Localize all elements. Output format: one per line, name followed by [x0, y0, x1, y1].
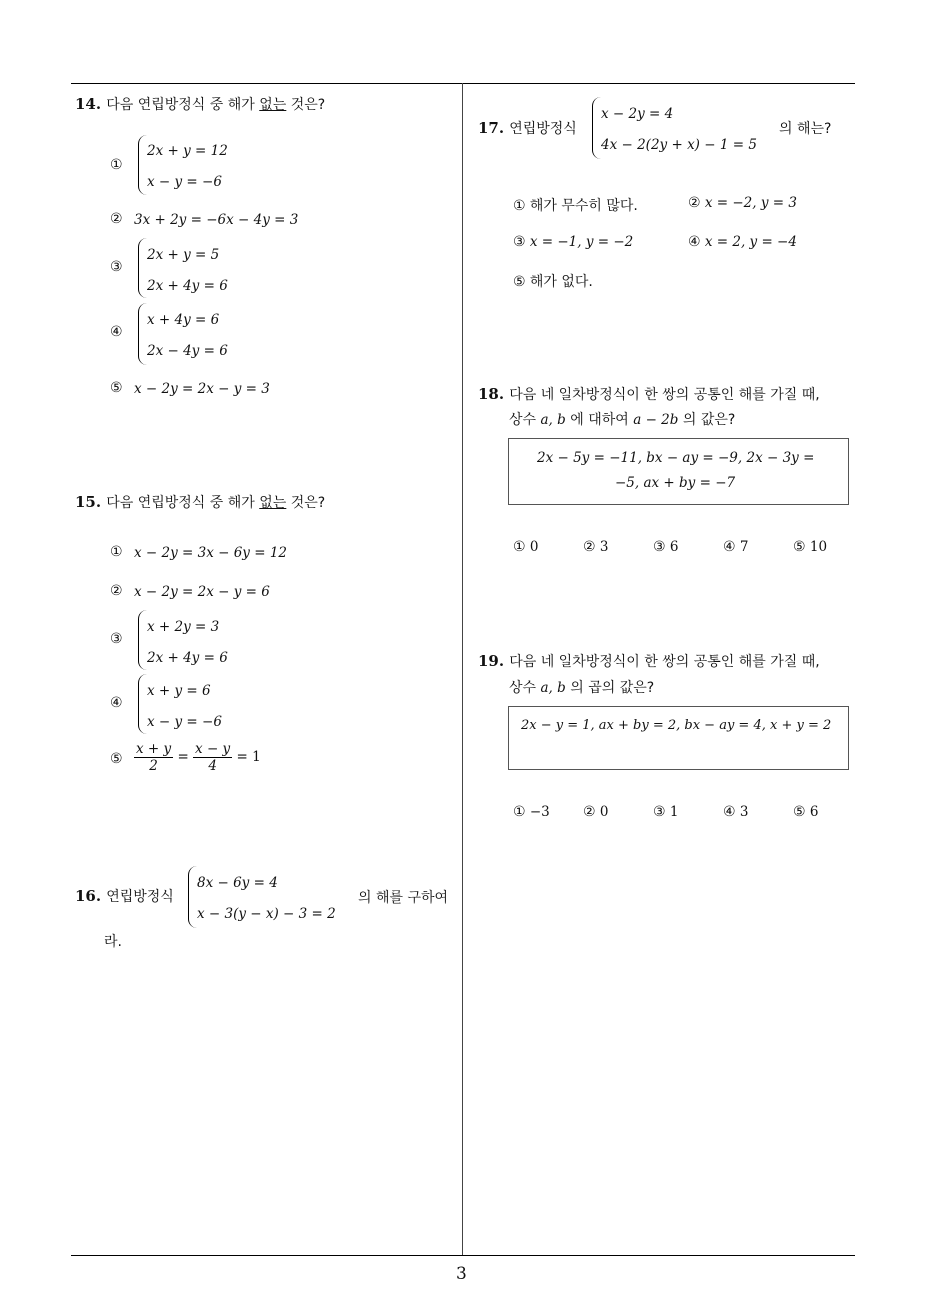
box-line: 2x − y = 1, ax + by = 2, bx − ay = 4, x + y = 2 — [521, 718, 832, 733]
equation: 8x − 6y = 4 — [197, 875, 278, 891]
option-1[interactable]: ① −3 — [513, 804, 550, 820]
page-number: 3 — [456, 1264, 467, 1284]
option-mark: ④ — [110, 324, 123, 340]
option-mark: ③ — [110, 259, 123, 275]
column-divider — [462, 83, 463, 1256]
option-1[interactable]: ① 0 — [513, 539, 539, 555]
option-3[interactable]: ③ x = −1, y = −2 — [513, 234, 634, 250]
option-mark: ⑤ — [110, 751, 123, 767]
question-text-wrap: 라. — [104, 934, 122, 950]
option-mark: ② — [110, 211, 123, 227]
equation: x − 2y = 2x − y = 6 — [134, 584, 270, 600]
option-mark: ① — [110, 544, 123, 560]
equation: x − 2y = 2x − y = 3 — [134, 381, 270, 397]
equation: x − 2y = 3x − 6y = 12 — [134, 545, 288, 561]
option-1[interactable]: ① 해가 무수히 많다. — [513, 198, 638, 214]
system-brace — [138, 135, 147, 195]
box-line: 2x − 5y = −11, bx − ay = −9, 2x − 3y = — [537, 450, 815, 466]
equation: x − y = −6 — [147, 174, 222, 190]
equation: 2x − 4y = 6 — [147, 343, 228, 359]
question-number: 14. — [75, 95, 102, 113]
option-2[interactable]: ② 3 — [583, 539, 609, 555]
system-brace — [592, 97, 601, 159]
equation: 2x + 4y = 6 — [147, 650, 228, 666]
system-brace — [188, 866, 197, 928]
question-text: 다음 연립방정식 중 해가 없는 것은? — [106, 97, 326, 113]
equation: x + 4y = 6 — [147, 312, 220, 328]
equation: 2x + y = 12 — [147, 143, 228, 159]
question-text: 다음 연립방정식 중 해가 없는 것은? — [106, 495, 326, 511]
question-text-tail: 의 해는? — [779, 121, 832, 137]
fraction: $\frac{x - y}{4}$ — [195, 741, 231, 774]
question-text: 다음 네 일차방정식이 한 쌍의 공통인 해를 가질 때, — [509, 654, 820, 670]
box-line: −5, ax + by = −7 — [615, 475, 736, 491]
top-rule — [71, 83, 855, 84]
option-5[interactable]: ⑤ 6 — [793, 804, 819, 820]
system-brace — [138, 674, 147, 734]
equation: x + 2y = 3 — [147, 619, 220, 635]
bottom-rule — [71, 1255, 855, 1256]
equation: x − 2y = 4 — [601, 106, 674, 122]
option-mark: ⑤ — [110, 380, 123, 396]
equation: 2x + y = 5 — [147, 247, 220, 263]
option-3[interactable]: ③ 6 — [653, 539, 679, 555]
fraction: $\frac{x + y}{2}$ — [136, 741, 172, 774]
option-4[interactable]: ④ 3 — [723, 804, 749, 820]
option-5[interactable]: ⑤ 해가 없다. — [513, 274, 593, 290]
option-3[interactable]: ③ 1 — [653, 804, 679, 820]
system-brace — [138, 238, 147, 298]
system-brace — [138, 303, 147, 365]
option-4[interactable]: ④ 7 — [723, 539, 749, 555]
equation: 3x + 2y = −6x − 4y = 3 — [134, 212, 299, 228]
question-number: 18. — [478, 385, 505, 403]
question-text: 연립방정식 — [106, 889, 174, 905]
question-number: 17. — [478, 119, 505, 137]
option-mark: ② — [110, 583, 123, 599]
question-text: 연립방정식 — [509, 121, 577, 137]
option-mark: ① — [110, 157, 123, 173]
option-4[interactable]: ④ x = 2, y = −4 — [688, 234, 797, 250]
system-brace — [138, 610, 147, 670]
question-number: 15. — [75, 493, 102, 511]
option-mark: ③ — [110, 631, 123, 647]
option-2[interactable]: ② x = −2, y = 3 — [688, 195, 797, 211]
condition-box — [508, 438, 849, 505]
option-2[interactable]: ② 0 — [583, 804, 609, 820]
question-number: 16. — [75, 887, 102, 905]
condition-box — [508, 706, 849, 770]
equation: 4x − 2(2y + x) − 1 = 5 — [601, 137, 757, 153]
option-5[interactable]: ⑤ 10 — [793, 539, 828, 555]
question-number: 19. — [478, 652, 505, 670]
question-text-line2: 상수 a, b 에 대하여 a − 2b 의 값은? — [509, 412, 736, 428]
equation: x + y = 6 — [147, 683, 211, 699]
equation: x − y = −6 — [147, 714, 222, 730]
equation: x − 3(y − x) − 3 = 2 — [197, 906, 336, 922]
question-text: 다음 네 일차방정식이 한 쌍의 공통인 해를 가질 때, — [509, 387, 820, 403]
option-mark: ④ — [110, 695, 123, 711]
question-text-line2: 상수 a, b 의 곱의 값은? — [509, 680, 655, 696]
fraction-equation: $\frac{x + y}{2}$ = $\frac{x - y}{4}$ = 1 — [136, 741, 261, 774]
equation: 2x + 4y = 6 — [147, 278, 228, 294]
question-text-tail: 의 해를 구하여 — [358, 890, 449, 906]
